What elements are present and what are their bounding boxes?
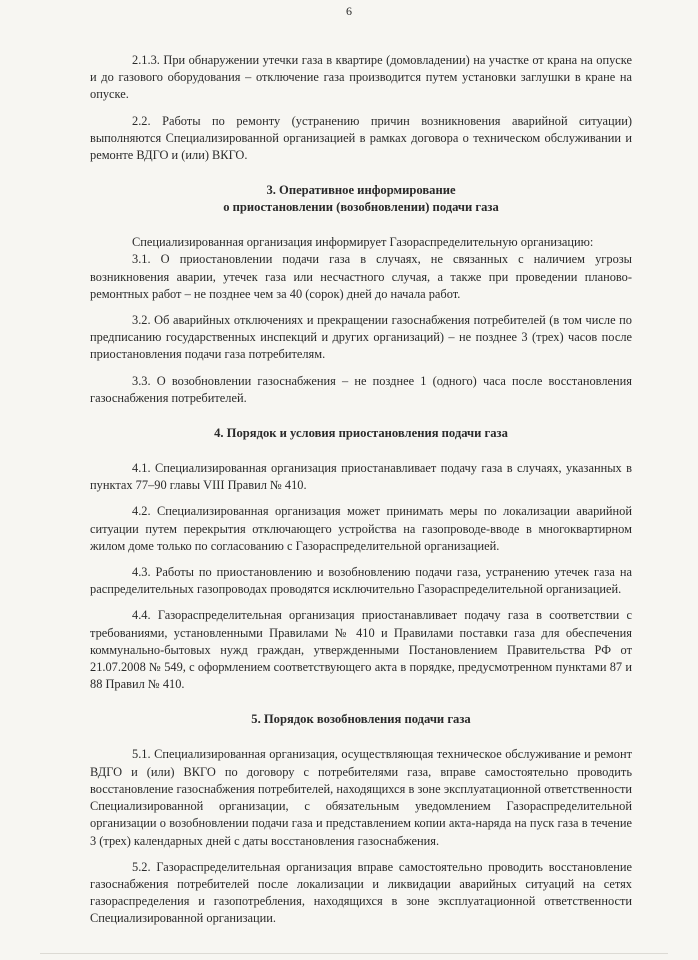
paragraph-5-2: 5.2. Газораспределительная организация вправе самостоятельно проводить восстановление газоснабжения потребителей после локализации и ликвидации аварийных ситуаций на сетях газораспределения и газопотребления, находящихся в зоне эксплуатационной ответственности Специализированной организации. [90, 859, 632, 926]
paragraph-3-3: 3.3. О возобновлении газоснабжения – не позднее 1 (одного) часа после восстановления газоснабжения потребителей. [90, 373, 632, 405]
section-3-heading-line-1: 3. Оперативное информирование [266, 183, 456, 198]
paragraph-4-4: 4.4. Газораспределительная организация приостанавливает подачу газа в соответствии с требованиями, установленными Правилами № 410 и Правилами поставки газа для обеспечения коммунально-бытовых нужд граждан, утвержденными Постановлением Правительства РФ от 21.07.2008 № 549, с оформлением соответствующего акта в порядке, предусмотренном пунктами 87 и 88 Правил № 410. [90, 608, 632, 692]
section-3-heading [90, 182, 632, 216]
document-body [90, 52, 632, 928]
paragraph-3-2: 3.2. Об аварийных отключениях и прекращении газоснабжения потребителей (в том числе по предписанию государственных инспекций и других организаций) – не позднее 3 (трех) часов после приостановления подачи газа потребителям. [90, 313, 632, 362]
paragraph-3-intro: Специализированная организация информирует Газораспределительную организацию: [132, 235, 594, 250]
paragraph-4-1: 4.1. Специализированная организация приостанавливает подачу газа в случаях, указанных в пунктах 77–90 главы VIII Правил № 410. [90, 461, 632, 493]
paragraph-3-1: 3.1. О приостановлении подачи газа в случаях, не связанных с наличием угрозы возникновения аварии, утечек газа или несчастного случая, а также при проведении планово-ремонтных работ – не позднее чем за 40 (сорок) дней до начала работ. [90, 252, 632, 301]
paragraph-4-2: 4.2. Специализированная организация может принимать меры по локализации аварийной ситуации путем перекрытия отключающего устройства на газопроводе-вводе в многоквартирном жилом доме только по согласованию с Газораспределительной организацией. [90, 504, 632, 553]
paragraph-2-1-3: 2.1.3. При обнаружении утечки газа в квартире (домовладении) на участке от крана на опуске и до газового оборудования – отключение газа производится путем установки заглушки в кране на опуске. [90, 53, 632, 102]
page-number: 6 [346, 4, 352, 18]
paragraph-2-2: 2.2. Работы по ремонту (устранению причин возникновения аварийной ситуации) выполняются Специализированной организацией в рамках договора о техническом обслуживании и ремонте ВДГО и (или) ВКГО. [90, 113, 632, 163]
section-4-heading: 4. Порядок и условия приостановления подачи газа [214, 426, 508, 441]
scan-edge-line [40, 953, 668, 954]
paragraph-4-3: 4.3. Работы по приостановлению и возобновлению подачи газа, устранению утечек газа на распределительных газопроводах проводятся исключительно Газораспределительной организацией. [90, 565, 632, 597]
paragraph-5-1: 5.1. Специализированная организация, осуществляющая техническое обслуживание и ремонт ВДГО и (или) ВКГО по договору с потребителями газа, вправе самостоятельно проводить восстановление газоснабжения потребителей, находящихся в зоне эксплуатационной ответственности Специализированной организации, с обязательным уведомлением Газораспределительной организации о возобновлении подачи газа и представлением копии акта-наряда на пуск газа в течение 3 (трех) календарных дней с даты восстановления газоснабжения. [90, 747, 632, 848]
section-5-heading: 5. Порядок возобновления подачи газа [251, 712, 471, 727]
section-3-heading-line-2: о приостановлении (возобновлении) подачи газа [223, 200, 499, 215]
